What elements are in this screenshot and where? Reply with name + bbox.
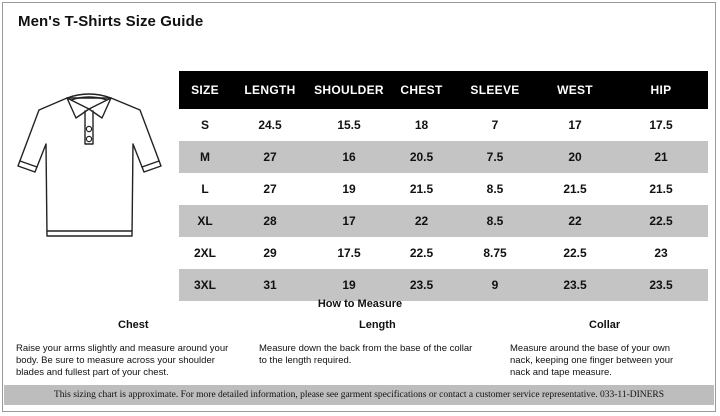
table-row (179, 269, 708, 301)
table-cell: 23 (654, 246, 668, 260)
table-cell: 15.5 (337, 118, 361, 132)
table-cell: 24.5 (258, 118, 282, 132)
table-cell: L (201, 182, 209, 196)
chest-line: body. Be sure to measure across your shoulder (16, 355, 215, 366)
table-cell: 23.5 (536, 269, 614, 301)
table-cell: 22.5 (563, 246, 587, 260)
table-cell: 31 (231, 269, 309, 301)
table-cell: 17 (309, 205, 389, 237)
header-length: LENGTH (231, 71, 309, 109)
disclaimer-footer: This sizing chart is approximate. For more detailed information, please see garment specifications or contact a customer service representative. 033-11-DINERS (4, 385, 714, 405)
table-cell: 21.5 (649, 182, 673, 196)
table-cell: 2XL (193, 246, 216, 260)
table-cell: 7.5 (454, 141, 536, 173)
table-cell: M (179, 141, 231, 173)
collar-instructions (510, 343, 673, 379)
table-row (179, 109, 708, 141)
table-cell: 22.5 (614, 205, 708, 237)
table-cell: 19 (342, 182, 356, 196)
table-cell: 22 (536, 205, 614, 237)
table-cell: XL (179, 205, 231, 237)
table-cell: 23.5 (389, 269, 454, 301)
table-cell: 23.5 (614, 269, 708, 301)
chest-line: Raise your arms slightly and measure around your (16, 343, 229, 354)
table-cell: 8.5 (486, 182, 504, 196)
table-cell: 17.5 (649, 118, 673, 132)
header-sleeve: SLEEVE (454, 71, 536, 109)
header-size: SIZE (179, 71, 231, 109)
length-line: to the length required. (259, 355, 352, 366)
length-heading: Length (359, 319, 396, 331)
table-cell: S (200, 118, 209, 132)
collar-line: nack and tape measure. (510, 367, 612, 378)
header-chest: CHEST (389, 71, 454, 109)
table-cell: 8.5 (454, 205, 536, 237)
collar-line: nack, keeping one finger between your (510, 355, 674, 366)
table-row (179, 205, 708, 237)
table-cell: 8.75 (483, 246, 507, 260)
table-row (179, 237, 708, 269)
table-cell: 22.5 (409, 246, 434, 260)
length-instructions (259, 343, 472, 367)
table-cell: 28 (231, 205, 309, 237)
polo-shirt-icon (16, 88, 162, 244)
chest-instructions (16, 343, 228, 379)
how-to-measure-title: How to Measure (317, 298, 403, 310)
table-cell: 21.5 (409, 182, 434, 196)
collar-heading: Collar (589, 319, 621, 331)
table-cell: 21.5 (563, 182, 587, 196)
table-cell: 18 (414, 118, 429, 132)
table-header-row (179, 71, 708, 109)
table-cell: 16 (309, 141, 389, 173)
table-row (179, 141, 708, 173)
table-row (179, 173, 708, 205)
header-hip: HIP (614, 71, 708, 109)
table-cell: 27 (263, 182, 277, 196)
table-cell: 9 (454, 269, 536, 301)
header-west: WEST (536, 71, 614, 109)
table-cell: 17.5 (337, 246, 361, 260)
length-line: Measure down the back from the base of the collar (259, 343, 473, 354)
table-cell: 3XL (179, 269, 231, 301)
table-cell: 19 (309, 269, 389, 301)
chest-line: blades and fullest part of your chest. (16, 367, 169, 378)
table-cell: 7 (491, 118, 499, 132)
table-cell: 22 (389, 205, 454, 237)
table-cell: 27 (231, 141, 309, 173)
header-shoulder: SHOULDER (309, 71, 389, 109)
chest-heading: Chest (118, 319, 149, 331)
size-table (179, 71, 708, 301)
table-cell: 21 (614, 141, 708, 173)
table-cell: 29 (263, 246, 277, 260)
table-cell: 17 (568, 118, 582, 132)
collar-line: Measure around the base of your own (510, 343, 671, 354)
page-title: Men's T-Shirts Size Guide (18, 13, 204, 30)
table-cell: 20 (536, 141, 614, 173)
table-cell: 20.5 (389, 141, 454, 173)
